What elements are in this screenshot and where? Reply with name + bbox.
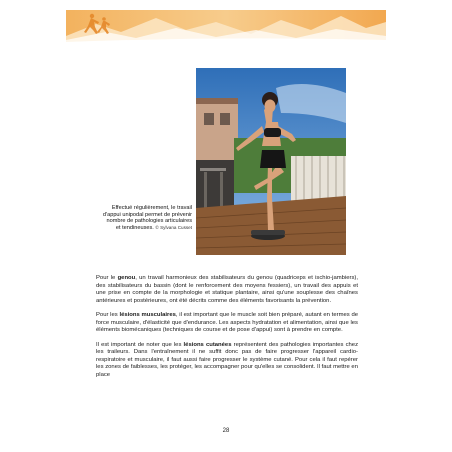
paragraph-keyword: lésions cutanées	[183, 341, 232, 348]
paragraph-text: Pour les	[96, 312, 120, 318]
photo-credit: © Sylvana Cusset	[155, 224, 192, 230]
runner-balance-photo	[196, 68, 346, 255]
photo-caption	[102, 205, 192, 231]
paragraph-genou	[96, 275, 358, 305]
page-number: 28	[222, 428, 230, 434]
paragraph-text: Pour le	[96, 275, 118, 281]
paragraph-keyword: lésions musculaires	[119, 312, 176, 318]
paragraph-text: Il est important de noter que les	[96, 341, 184, 348]
paragraph-text: représentent des pathologies importantes chez les traileurs. Dans l'entraînement il ne suffit donc pas de faire progresser l'appareil cardio-respiratoire et musculaire, il faut aussi faire progresser le système cutané. Pour cela il faut repérer les zones de faiblesses, les protéger, les accompagner pour qu'elles se consolident. Il faut mettre en place	[96, 341, 359, 378]
mountain-runners-illustration	[66, 10, 386, 46]
paragraph-lesions-cutanees	[96, 342, 358, 380]
paragraph-text: , il est important que le muscle soit bien préparé, autant en termes de force musculaire, d'élasticité que d'endurance. Les aspects hydratation et alimentation, ainsi que les éléments biomécaniques (techniques de course et de pose d'appui) sont à prendre en compte.	[96, 312, 358, 333]
header-banner	[66, 10, 386, 46]
paragraph-keyword: genou	[117, 275, 136, 281]
paragraph-text: , un travail harmonieux des stabilisateurs du genou (quadriceps et ischio-jambiers), des stabilisateurs du bassin (dont le renforcement des moyens fessiers), un travail des appuis et une prise en compte de la morphologie et statique plantaire, ainsi qu'une souplesse des chaînes antérieures et postérieures, ont été décrits comme des éléments favorisants la prévention.	[96, 275, 358, 304]
caption-text: Effectué régulièrement, le travail d'appui unipodal permet de prévenir nombre de pathologies articulaires et tendineuses.	[102, 205, 192, 231]
book-page	[66, 0, 386, 452]
article-body	[96, 275, 358, 386]
paragraph-lesions-musculaires	[96, 312, 358, 335]
